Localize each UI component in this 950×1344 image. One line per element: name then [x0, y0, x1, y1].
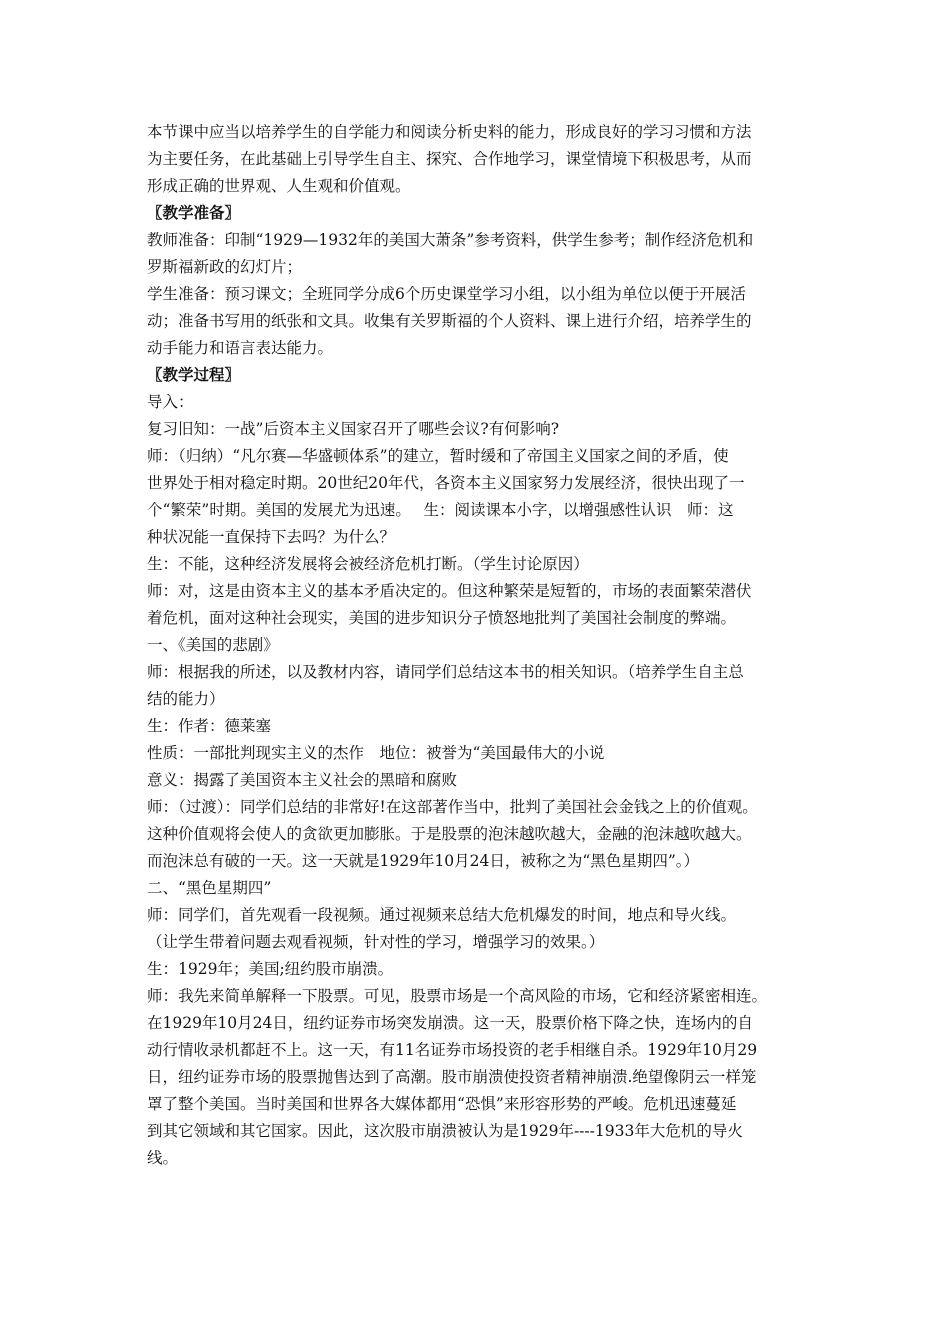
text-line: 动；准备书写用的纸张和文具。收集有关罗斯福的个人资料、课上进行介绍，培养学生的	[147, 312, 752, 330]
text-line: 世界处于相对稳定时期。20世纪20年代，各资本主义国家努力发展经济，很快出现了一	[147, 474, 745, 492]
text-line: （让学生带着问题去观看视频，针对性的学习，增强学习的效果。）	[147, 933, 605, 951]
text-line: 意义：揭露了美国资本主义社会的黑暗和腐败	[147, 771, 458, 789]
text-line: 日，纽约证券市场的股票抛售达到了高潮。股市崩溃使投资者精神崩溃.绝望像阴云一样笼	[147, 1068, 757, 1086]
text-line: 生：不能，这种经济发展将会被经济危机打断。（学生讨论原因）	[147, 555, 589, 573]
text-line: 罗斯福新政的幻灯片；	[147, 258, 303, 276]
text-line: 导入：	[147, 393, 194, 411]
text-line: 学生准备：预习课文；全班同学分成6个历史课堂学习小组，以小组为单位以便于开展活	[147, 285, 746, 303]
text-line: 教师准备：印制“1929—1932年的美国大萧条”参考资料，供学生参考；制作经济危机和	[147, 231, 754, 249]
text-line: 着危机，面对这种社会现实，美国的进步知识分子愤怒地批判了美国社会制度的弊端。	[147, 609, 737, 627]
document-body	[147, 119, 837, 1172]
text-line: 生：1929年；美国;纽约股市崩溃。	[147, 960, 394, 978]
text-line: 动手能力和语言表达能力。	[147, 339, 334, 357]
text-line: 而泡沫总有破的一天。这一天就是1929年10月24日，被称之为“黑色星期四”。）	[147, 852, 699, 870]
text-line: 一、《美国的悲剧》	[147, 636, 279, 654]
text-line: 罩了整个美国。当时美国和世界各大媒体都用“恐惧”来形容形势的严峻。危机迅速蔓延	[147, 1095, 737, 1113]
text-line: 本节课中应当以培养学生的自学能力和阅读分析史料的能力，形成良好的学习习惯和方法	[147, 123, 752, 141]
text-line: 师：对，这是由资本主义的基本矛盾决定的。但这种繁荣是短暂的，市场的表面繁荣潜伏	[147, 582, 752, 600]
text-line: 师：（过渡）：同学们总结的非常好!在这部著作当中，批判了美国社会金钱之上的价值观。	[147, 798, 758, 816]
text-line: 个“繁荣”时期。美国的发展尤为迅速。 生：阅读课本小字，以增强感性认识 师：这	[147, 501, 734, 519]
section-heading: 〖教学准备〗	[147, 204, 241, 222]
text-line: 性质：一部批判现实主义的杰作 地位：被誉为“美国最伟大的小说	[147, 744, 605, 762]
text-line: 线。	[147, 1149, 179, 1167]
text-line: 到其它领域和其它国家。因此，这次股市崩溃被认为是1929年----1933年大危机的导火	[147, 1122, 743, 1140]
text-line: 这种价值观将会使人的贪欲更加膨胀。于是股票的泡沫越吹越大，金融的泡沫越吹越大。	[147, 825, 752, 843]
text-line: 师：根据我的所述，以及教材内容，请同学们总结这本书的相关知识。（培养学生自主总	[147, 663, 744, 681]
text-line: 种状况能一直保持下去吗？为什么？	[147, 528, 396, 546]
section-heading: 〖教学过程〗	[147, 366, 241, 384]
text-line: 复习旧知：一战”后资本主义国家召开了哪些会议?有何影响?	[147, 420, 560, 438]
text-line: 二、“黑色星期四”	[147, 879, 272, 897]
text-line: 生：作者：德莱塞	[147, 717, 272, 735]
text-line: 为主要任务，在此基础上引导学生自主、探究、合作地学习，课堂情境下积极思考，从而	[147, 150, 752, 168]
text-line: 结的能力）	[147, 690, 225, 708]
text-line: 在1929年10月24日，纽约证券市场突发崩溃。这一天，股票价格下降之快，连场内的自	[147, 1014, 753, 1032]
text-line: 师：（归纳）“凡尔赛—华盛顿体系”的建立，暂时缓和了帝国主义国家之间的矛盾，使	[147, 447, 729, 465]
text-line: 形成正确的世界观、人生观和价值观。	[147, 177, 411, 195]
text-line: 师：我先来简单解释一下股票。可见，股票市场是一个高风险的市场，它和经济紧密相连。	[147, 987, 768, 1005]
text-line: 动行情收录机都赶不上。这一天，有11名证券市场投资的老手相继自杀。1929年10月29	[147, 1041, 758, 1059]
text-line: 师：同学们，首先观看一段视频。通过视频来总结大危机爆发的时间，地点和导火线。	[147, 906, 737, 924]
